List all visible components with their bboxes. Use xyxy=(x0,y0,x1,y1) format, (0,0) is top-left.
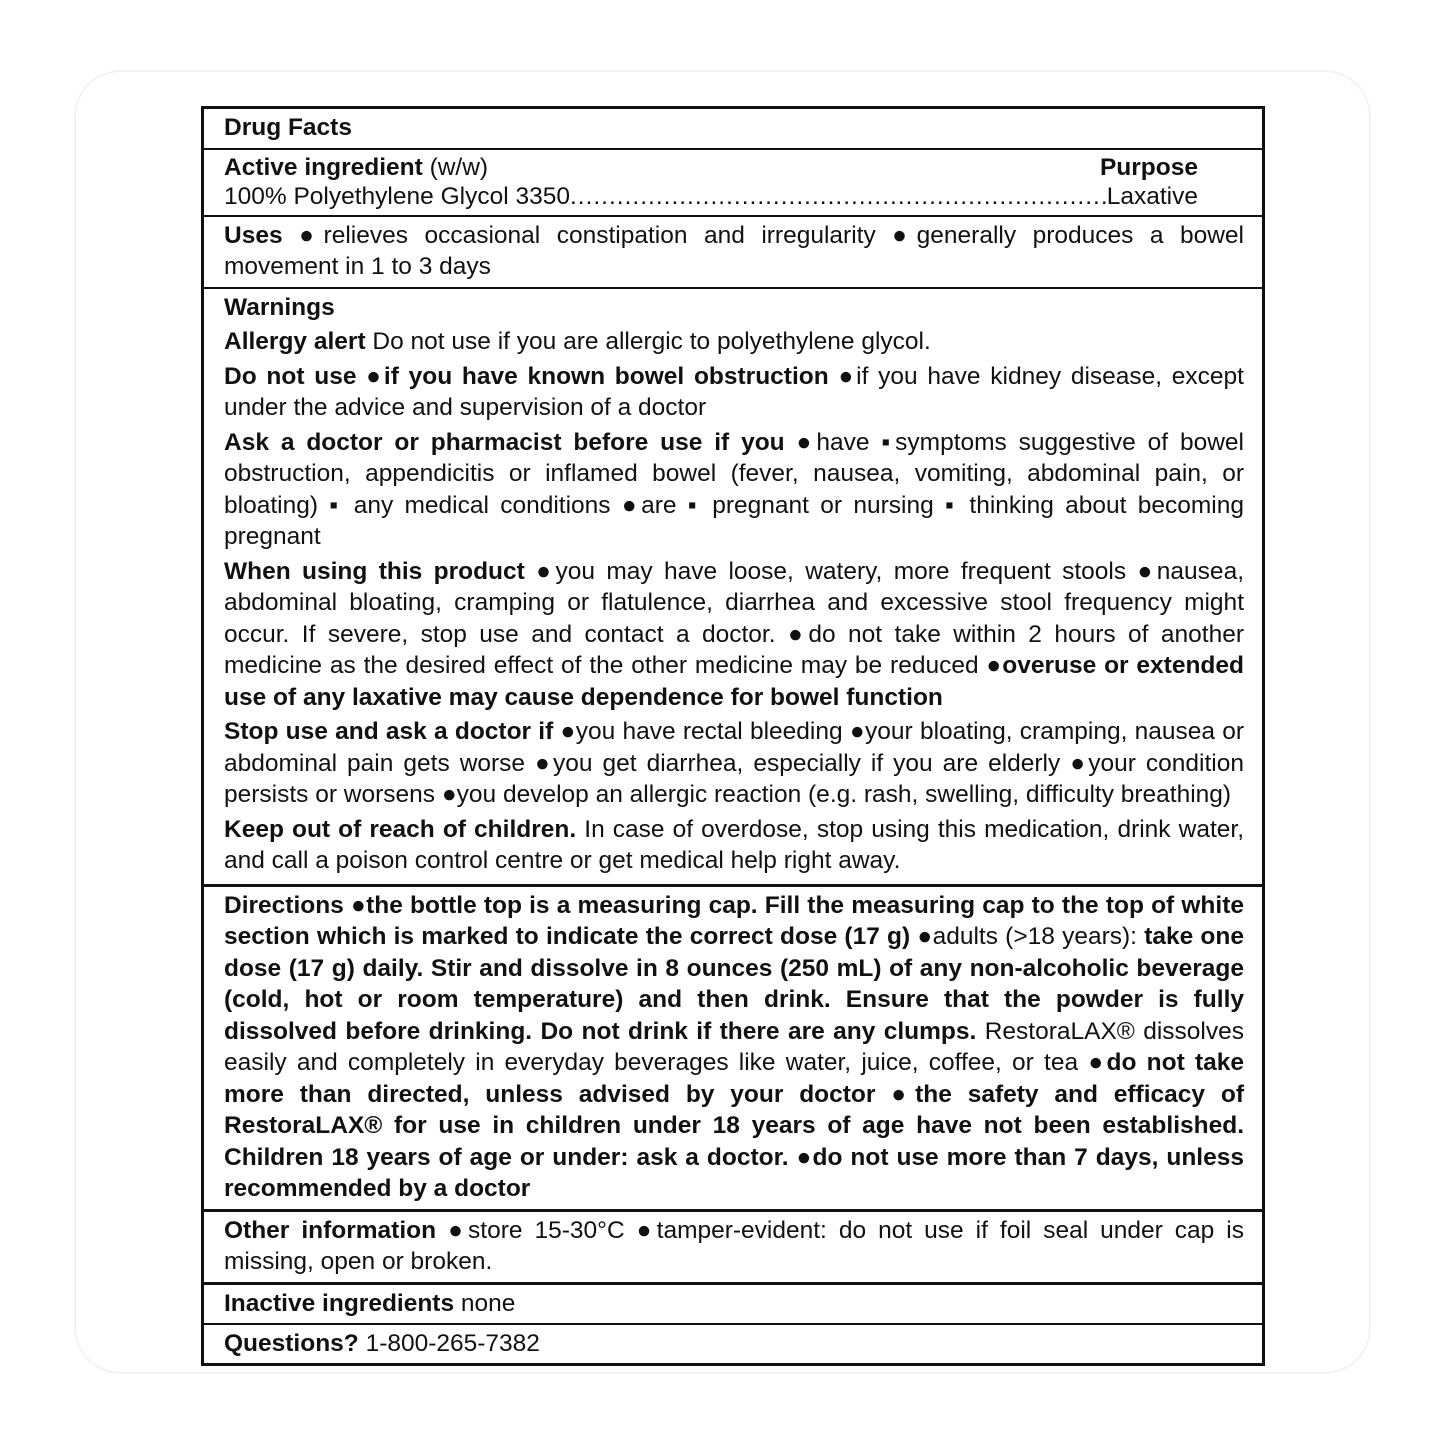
do-not-use-heading: Do not use ●if you have known bowel obstruction xyxy=(224,362,829,390)
uses-heading: Uses xyxy=(224,221,283,249)
active-ingredient-section xyxy=(204,148,1262,215)
questions-heading: Questions? xyxy=(224,1330,359,1357)
when-using-bold-text: ●overuse or extended use of any laxative may cause dependence for bowel function xyxy=(224,652,1244,711)
drug-facts-title: Drug Facts xyxy=(224,114,352,141)
inactive-ingredients-text: none xyxy=(454,1289,516,1317)
warnings-section xyxy=(204,287,1262,884)
directions-text-2: RestoraLAX® dissolves easily and completely in everyday beverages like water, juice, coffee, or tea xyxy=(224,1017,1244,1076)
inactive-ingredients-heading: Inactive ingredients xyxy=(224,1289,455,1317)
keep-out-of-reach xyxy=(224,814,1244,877)
active-ingredient-name: 100% Polyethylene Glycol 3350 xyxy=(224,182,570,210)
stop-use-text: ●you have rectal bleeding ●your bloating, cramping, nausea or abdominal pain gets worse ●you get diarrhea, especially if you are elderly ●your condition persists or worsens ●you develop an allergic reaction (e.g. rash, swelling, difficulty breathing) xyxy=(224,718,1245,808)
allergy-alert xyxy=(224,326,1244,358)
ask-doctor xyxy=(224,427,1244,553)
when-using-text: ●you may have loose, watery, more frequent stools ●nausea, abdominal bloating, cramping or flatulence, diarrhea and excessive stool frequency might occur. If severe, stop use and contact a doctor. ●do not take within 2 hours of another medicine as the desired effect of the other medicine may be reduced xyxy=(224,557,1244,679)
when-using-heading: When using this product xyxy=(224,557,525,585)
do-not-use xyxy=(224,361,1244,424)
questions-section xyxy=(204,1323,1262,1363)
questions-phone: 1-800-265-7382 xyxy=(358,1330,540,1357)
ask-doctor-heading: Ask a doctor or pharmacist before use if you xyxy=(224,428,785,456)
purpose-value: Laxative xyxy=(1106,182,1198,210)
when-using xyxy=(224,556,1244,714)
allergy-alert-heading: Allergy alert xyxy=(224,328,366,355)
ask-doctor-text: ●have ▪symptoms suggestive of bowel obstruction, appendicitis or inflamed bowel (fever, nausea, vomiting, abdominal pain, or bloating) ▪ any medical conditions ●are ▪ pregnant or nursing ▪ thinking about becoming pregnant xyxy=(224,428,1244,550)
directions-bold-2: take one dose (17 g) daily. Stir and dissolve in 8 ounces (250 mL) of any non-alcoholic beverage (cold, hot or room temperature) and then drink. Ensure that the powder is fully dissolved before drinking. Do not drink if there are any clumps. xyxy=(224,923,1244,1045)
directions-bold-3: ●do not take more than directed, unless advised by your doctor ●the safety and efficacy of RestoraLAX® for use in children under 18 years of age have not been established. Children 18 years of age or under: ask a doctor. ●do not use more than 7 days, unless recommended by a doctor xyxy=(224,1049,1245,1202)
do-not-use-text: ●if you have kidney disease, except under the advice and supervision of a doctor xyxy=(224,362,1244,421)
keep-out-text: In case of overdose, stop using this medication, drink water, and call a poison control centre or get medical help right away. xyxy=(224,815,1245,874)
other-information-section xyxy=(204,1209,1262,1282)
warnings-heading: Warnings xyxy=(224,293,335,321)
other-information-heading: Other information xyxy=(224,1216,437,1244)
uses-text: ●relieves occasional constipation and irregularity ●generally produces a bowel movement in 1 to 3 days xyxy=(224,221,1244,280)
purpose-heading: Purpose xyxy=(1099,153,1198,181)
drug-facts-title-section xyxy=(204,109,1262,148)
keep-out-heading: Keep out of reach of children. xyxy=(224,815,577,843)
active-ingredient-note: (w/w) xyxy=(422,153,489,181)
active-ingredient-heading: Active ingredient xyxy=(224,153,423,181)
drug-facts-panel xyxy=(201,106,1265,1366)
stop-use xyxy=(224,716,1244,811)
other-information-text: ●store 15-30°C ●tamper-evident: do not use if foil seal under cap is missing, open or broken. xyxy=(224,1216,1244,1275)
directions-text-1: ●adults (>18 years): xyxy=(910,923,1145,950)
directions-section xyxy=(204,884,1262,1209)
leader-dots xyxy=(570,182,1107,211)
directions-bold-1: Directions ●the bottle top is a measuring cap. Fill the measuring cap to the top of white section which is marked to indicate the correct dose (17 g) xyxy=(224,891,1244,950)
allergy-alert-text: Do not use if you are allergic to polyethylene glycol. xyxy=(365,328,931,355)
stop-use-heading: Stop use and ask a doctor if xyxy=(224,718,554,745)
inactive-ingredients-section xyxy=(204,1282,1262,1324)
uses-section xyxy=(204,215,1262,287)
